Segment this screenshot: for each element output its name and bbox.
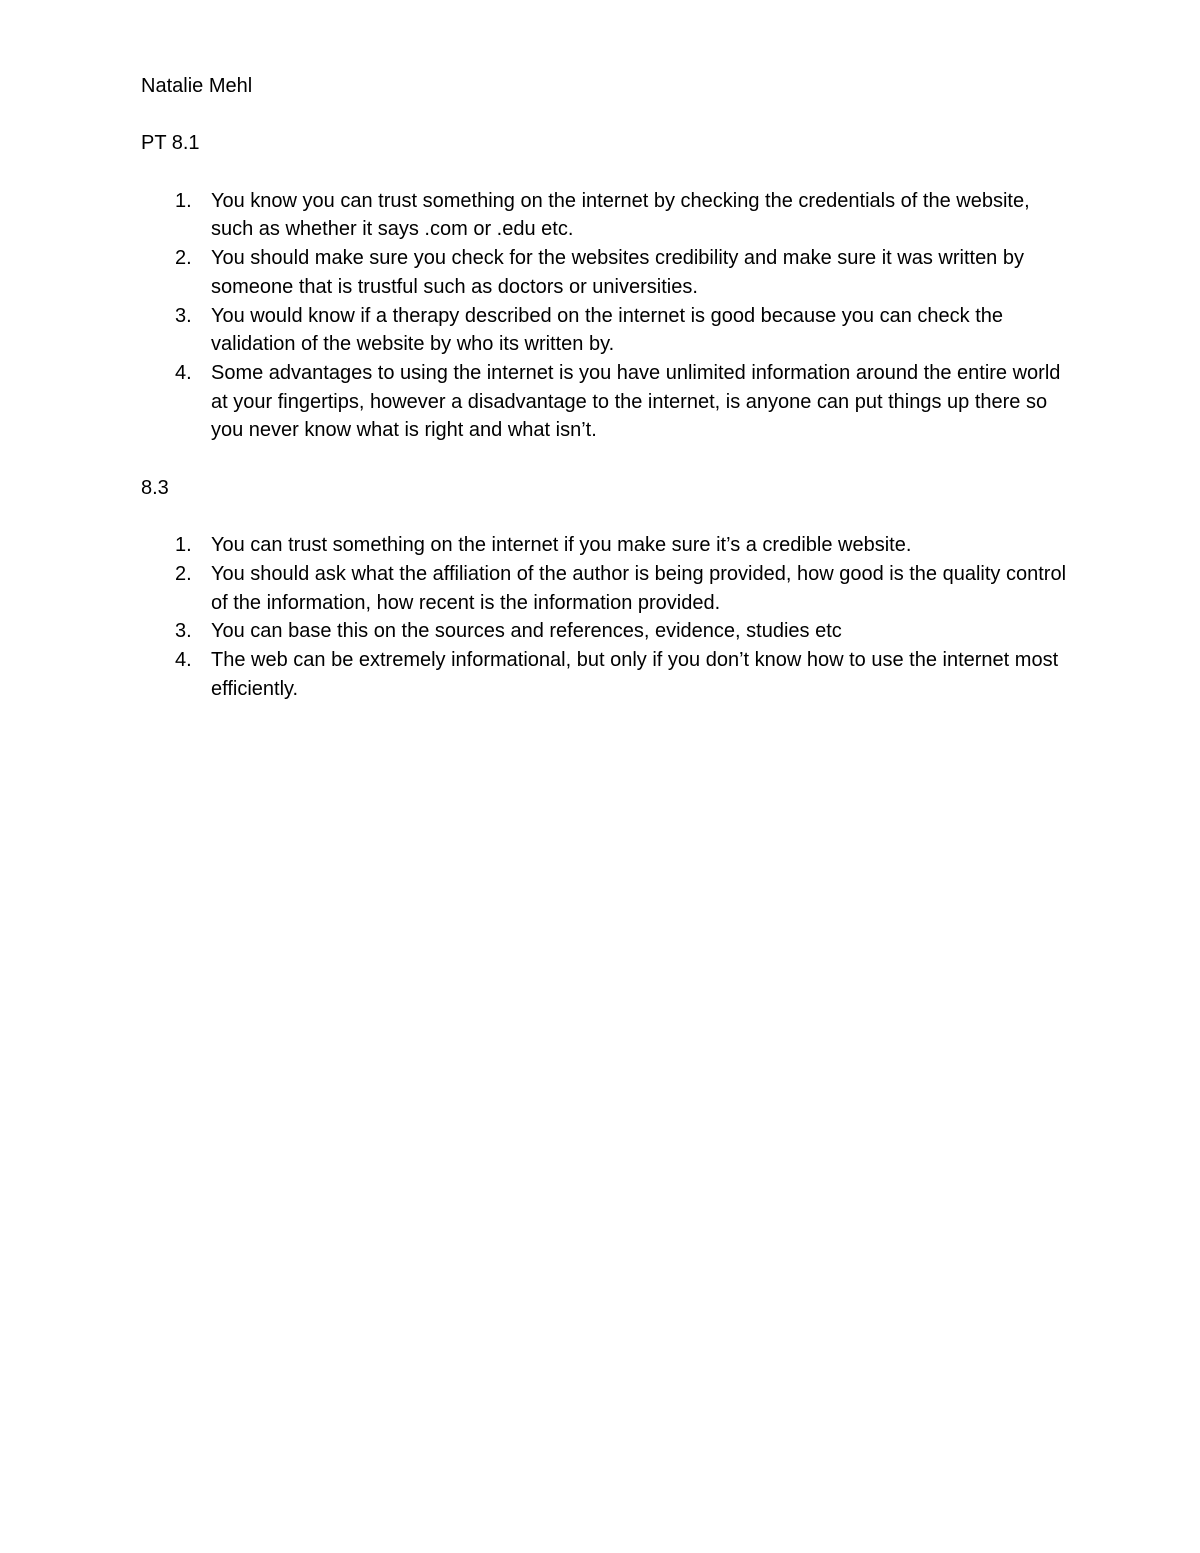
list-item: [141, 560, 1071, 617]
answer-list-8-3: [141, 531, 1071, 703]
document-body: [141, 72, 1071, 732]
list-item-text: You can trust something on the internet if you make sure it’s a credible website.: [211, 534, 912, 557]
list-item-number: 4.: [175, 362, 192, 384]
list-item-number: 2.: [175, 247, 192, 270]
list-item-text: Some advantages to using the internet is you have unlimited information around the entire world at your fingertips, however a disadvantage to the internet, is anyone can put things up there so you never know what is right and what isn’t.: [211, 362, 1061, 442]
list-item: [141, 359, 1071, 445]
list-item: [141, 617, 1071, 646]
list-item-text: The web can be extremely informational, but only if you don’t know how to use the internet most efficiently.: [211, 649, 1059, 700]
list-item-text: You should make sure you check for the websites credibility and make sure it was written by someone that is trustful such as doctors or universities.: [211, 247, 1024, 298]
list-item-number: 3.: [175, 620, 192, 643]
section-heading-pt-8-1: PT 8.1: [141, 132, 200, 155]
list-item-number: 2.: [175, 562, 192, 585]
list-item-text: You should ask what the affiliation of the author is being provided, how good is the quality control of the information, how recent is the information provided.: [211, 562, 1067, 614]
list-item: [141, 187, 1071, 244]
answer-list-pt-8-1: [141, 187, 1071, 445]
list-item: [141, 244, 1071, 301]
list-item-number: 1.: [175, 534, 192, 557]
list-item-text: You know you can trust something on the internet by checking the credentials of the website, such as whether it says .com or .edu etc.: [211, 189, 1030, 241]
list-item: [141, 302, 1071, 359]
list-item-number: 3.: [175, 304, 192, 327]
section-heading-8-3: 8.3: [141, 476, 169, 499]
list-item-text: You would know if a therapy described on the internet is good because you can check the validation of the website by who its written by.: [211, 304, 1004, 356]
list-item-number: 4.: [175, 649, 192, 671]
list-item: [141, 531, 1071, 560]
list-item: [141, 646, 1071, 703]
author-name: Natalie Mehl: [141, 75, 253, 97]
list-item-number: 1.: [175, 189, 192, 212]
list-item-text: You can base this on the sources and references, evidence, studies etc: [211, 620, 842, 643]
